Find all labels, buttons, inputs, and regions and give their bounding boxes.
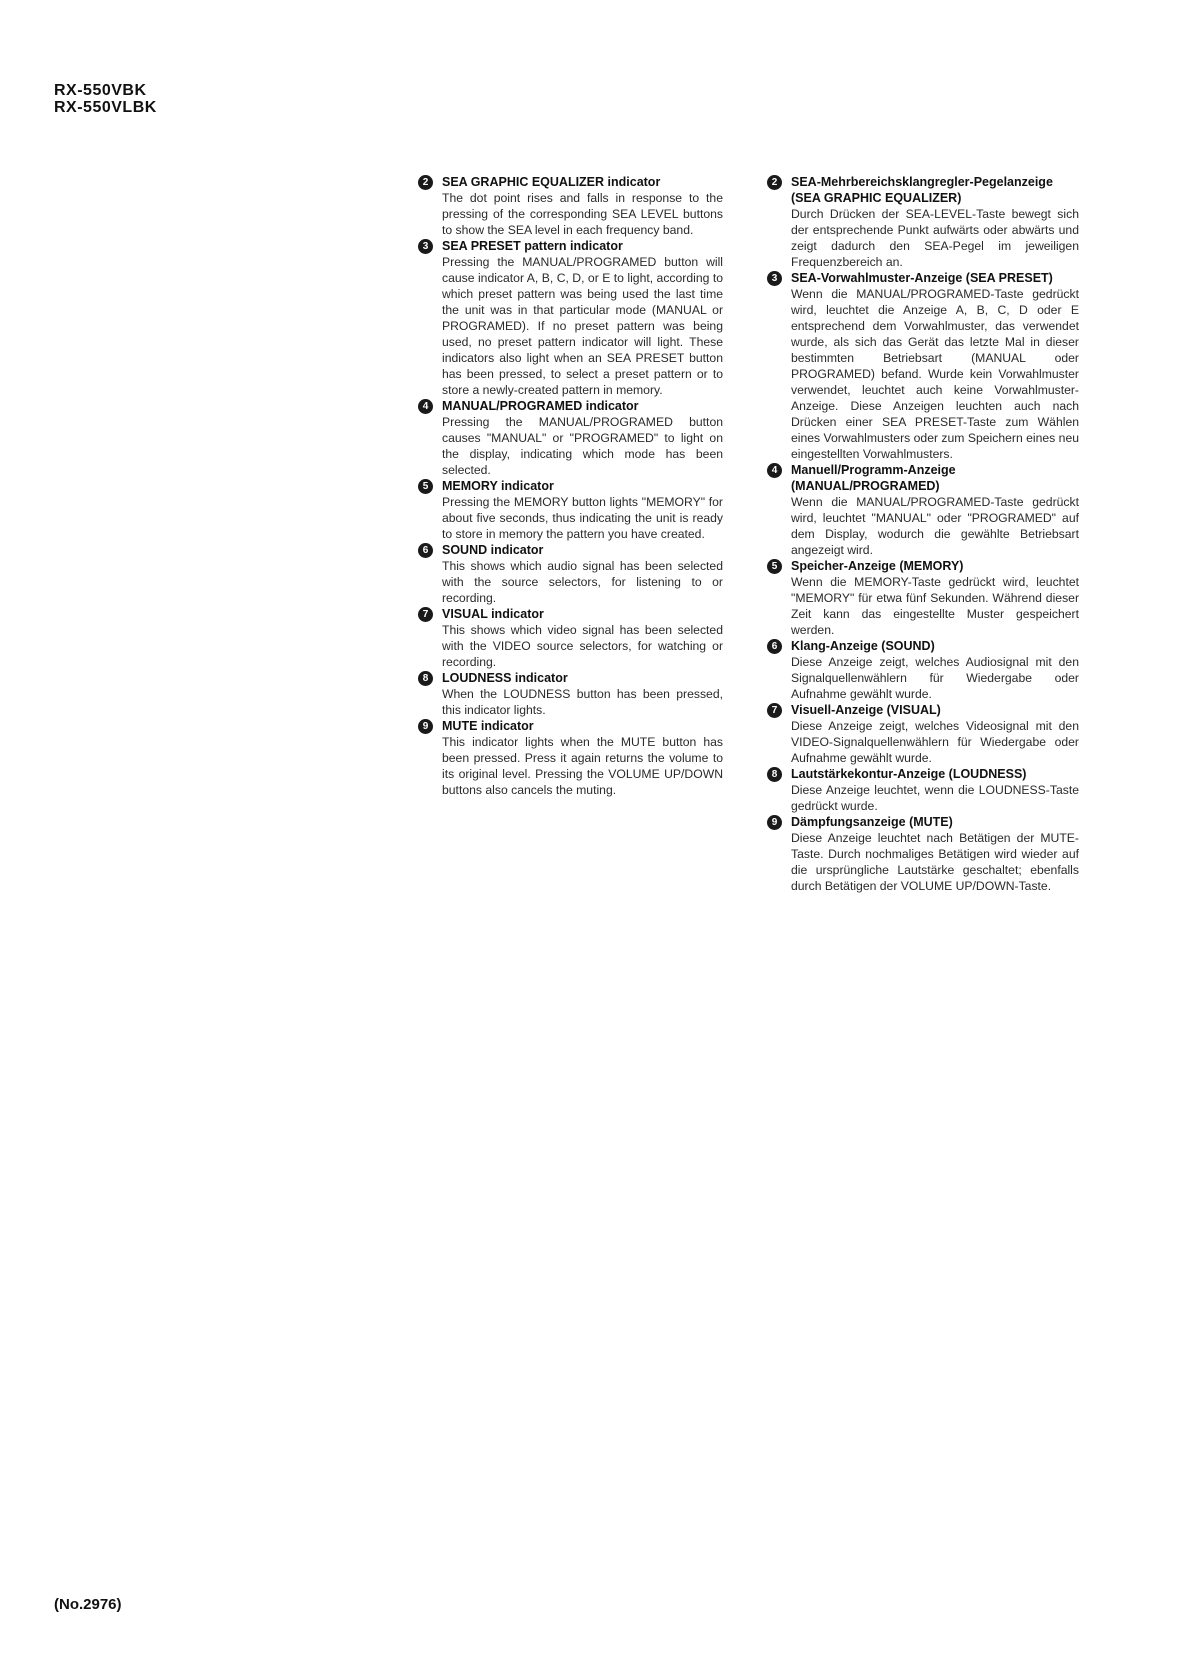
number-badge-icon: 5 — [767, 559, 782, 574]
en-item-title: SEA GRAPHIC EQUALIZER indicator — [442, 175, 661, 189]
english-column — [418, 174, 723, 798]
en-item-visual — [418, 606, 723, 670]
en-item-body: When the LOUDNESS button has been pressed, this indicator lights. — [442, 687, 723, 717]
de-item-sound — [767, 638, 1079, 702]
en-item-title: SOUND indicator — [442, 543, 544, 557]
number-badge-icon: 4 — [767, 463, 782, 478]
de-item-title: Dämpfungsanzeige (MUTE) — [791, 815, 953, 829]
de-item-title: Visuell-Anzeige (VISUAL) — [791, 703, 941, 717]
de-item-body: Diese Anzeige zeigt, welches Audiosignal mit den Signalquellenwählern für Wiedergabe oder Aufnahme gewählt wurde. — [791, 655, 1079, 701]
en-item-body: This shows which audio signal has been selected with the source selectors, for listening to or recording. — [442, 559, 723, 605]
de-item-body: Diese Anzeige leuchtet nach Betätigen der MUTE-Taste. Durch nochmaliges Betätigen wird wieder auf die ursprüngliche Lautstärke geschaltet; ebenfalls durch Betätigen der VOLUME UP/DOWN-Taste. — [791, 831, 1079, 893]
number-badge-icon: 2 — [767, 175, 782, 190]
de-item-visual — [767, 702, 1079, 766]
model-number-1: RX-550VBK — [54, 82, 147, 99]
de-item-title: Manuell/Programm-Anzeige (MANUAL/PROGRAMED) — [791, 463, 956, 493]
en-item-body: Pressing the MEMORY button lights "MEMORY" for about five seconds, thus indicating the unit is ready to store in memory the pattern you have created. — [442, 495, 723, 541]
de-item-sea-preset — [767, 270, 1079, 462]
en-item-title: VISUAL indicator — [442, 607, 544, 621]
number-badge-icon: 7 — [418, 607, 433, 622]
en-item-sea-preset — [418, 238, 723, 398]
de-item-title: Klang-Anzeige (SOUND) — [791, 639, 935, 653]
de-item-sea-graphic-equalizer — [767, 174, 1079, 270]
en-item-title: MUTE indicator — [442, 719, 534, 733]
en-item-title: MANUAL/PROGRAMED indicator — [442, 399, 639, 413]
number-badge-icon: 3 — [767, 271, 782, 286]
number-badge-icon: 7 — [767, 703, 782, 718]
model-number-header — [54, 82, 157, 116]
number-badge-icon: 4 — [418, 399, 433, 414]
model-number-2: RX-550VLBK — [54, 99, 157, 116]
de-item-body: Wenn die MEMORY-Taste gedrückt wird, leuchtet "MEMORY" für etwa fünf Sekunden. Während dieser Zeit kann das eingestellte Muster gespeichert werden. — [791, 575, 1079, 637]
number-badge-icon: 2 — [418, 175, 433, 190]
en-item-manual-programed — [418, 398, 723, 478]
de-item-body: Diese Anzeige leuchtet, wenn die LOUDNESS-Taste gedrückt wurde. — [791, 783, 1079, 813]
de-item-manual-programed — [767, 462, 1079, 558]
en-item-memory — [418, 478, 723, 542]
de-item-body: Diese Anzeige zeigt, welches Videosignal mit den VIDEO-Signalquellenwählern für Wiedergabe oder Aufnahme gewählt wurde. — [791, 719, 1079, 765]
en-item-body: This indicator lights when the MUTE button has been pressed. Press it again returns the volume to its original level. Pressing the VOLUME UP/DOWN buttons also cancels the muting. — [442, 735, 723, 797]
german-column — [767, 174, 1079, 894]
de-item-title: Lautstärkekontur-Anzeige (LOUDNESS) — [791, 767, 1027, 781]
en-item-title: MEMORY indicator — [442, 479, 554, 493]
number-badge-icon: 9 — [767, 815, 782, 830]
number-badge-icon: 8 — [418, 671, 433, 686]
en-item-body: Pressing the MANUAL/PROGRAMED button causes "MANUAL" or "PROGRAMED" to light on the display, indicating which mode has been selected. — [442, 415, 723, 477]
de-item-title: SEA-Vorwahlmuster-Anzeige (SEA PRESET) — [791, 271, 1053, 285]
de-item-body: Wenn die MANUAL/PROGRAMED-Taste gedrückt wird, leuchtet "MANUAL" oder "PROGRAMED" auf dem Display, wodurch die gewählte Betriebsart angezeigt wird. — [791, 495, 1079, 557]
page-number: (No.2976) — [54, 1596, 122, 1613]
number-badge-icon: 6 — [767, 639, 782, 654]
en-item-sea-graphic-equalizer — [418, 174, 723, 238]
de-item-mute — [767, 814, 1079, 894]
en-item-body: This shows which video signal has been selected with the VIDEO source selectors, for watching or recording. — [442, 623, 723, 669]
en-item-body: The dot point rises and falls in response to the pressing of the corresponding SEA LEVEL buttons to show the SEA level in each frequency band. — [442, 191, 723, 237]
de-item-body: Wenn die MANUAL/PROGRAMED-Taste gedrückt wird, leuchtet die Anzeige A, B, C, D oder E entsprechend dem Vorwahlmuster, das verwendet wurde, als sich das Gerät das letzte Mal in dieser bestimmten Betriebsart (MANUAL oder PROGRAMED) befand. Wurde kein Vorwahlmuster verwendet, leuchtet auch keine Vorwahlmuster-Anzeige. Diese Anzeigen leuchten auch nach Drücken einer SEA PRESET-Taste zum Wählen eines Vorwahlmusters oder zum Speichern eines neu eingestellten Vorwahlmusters. — [791, 287, 1079, 461]
number-badge-icon: 3 — [418, 239, 433, 254]
number-badge-icon: 6 — [418, 543, 433, 558]
en-item-loudness — [418, 670, 723, 718]
en-item-title: SEA PRESET pattern indicator — [442, 239, 623, 253]
en-item-sound — [418, 542, 723, 606]
en-item-body: Pressing the MANUAL/PROGRAMED button will cause indicator A, B, C, D, or E to light, according to which preset pattern was being used the last time the unit was in that particular mode (MANUAL or PROGRAMED). If no preset pattern was being used, no preset pattern indicator will light. These indicators also light when an SEA PRESET button has been pressed, to select a preset pattern or to store a newly-created pattern in memory. — [442, 255, 723, 397]
de-item-memory — [767, 558, 1079, 638]
number-badge-icon: 5 — [418, 479, 433, 494]
de-item-body: Durch Drücken der SEA-LEVEL-Taste bewegt sich der entsprechende Punkt aufwärts oder abwärts und zeigt dadurch den SEA-Pegel im jeweiligen Frequenzbereich an. — [791, 207, 1079, 269]
de-item-loudness — [767, 766, 1079, 814]
number-badge-icon: 8 — [767, 767, 782, 782]
de-item-title: SEA-Mehrbereichsklangregler-Pegelanzeige (SEA GRAPHIC EQUALIZER) — [791, 175, 1053, 205]
number-badge-icon: 9 — [418, 719, 433, 734]
en-item-title: LOUDNESS indicator — [442, 671, 568, 685]
de-item-title: Speicher-Anzeige (MEMORY) — [791, 559, 964, 573]
en-item-mute — [418, 718, 723, 798]
